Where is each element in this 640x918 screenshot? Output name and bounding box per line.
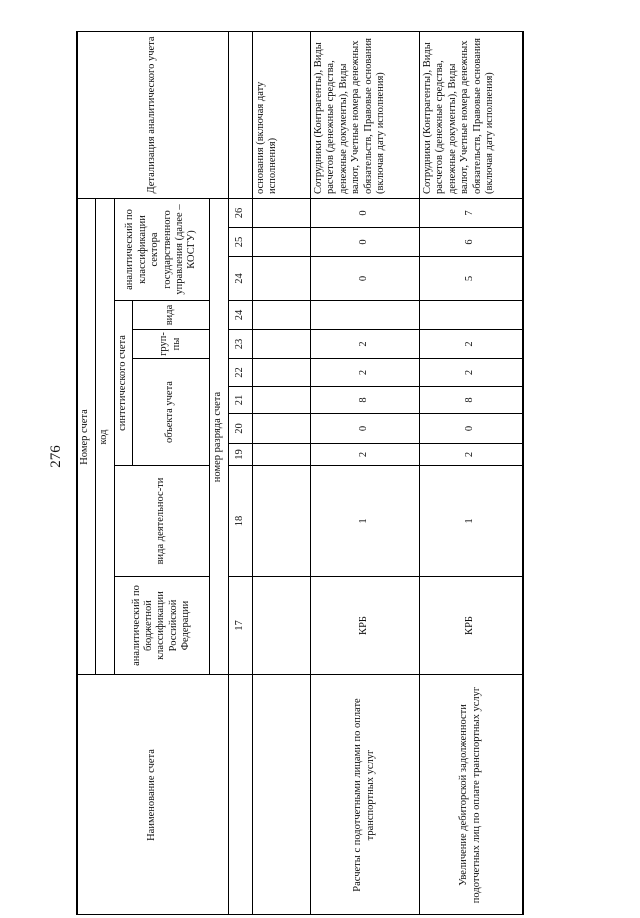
page-number — [41, 436, 71, 476]
header-budget-analytic: аналитический по бюджетной классификации Российской Федерации — [130, 585, 192, 666]
row-1-detail: Сотрудники (Контрагенты), Виды расчетов (денежные средства, денежные документы), Виды валют, Учетные номера денежных обязательств, Правовые основания (включая дату исполнения) — [313, 38, 386, 194]
table-border-bottom — [522, 31, 524, 915]
row-2-code-22: 2 — [464, 369, 476, 376]
header-account-name: Наименование счета — [145, 749, 157, 841]
header-account-number: Номер счета — [79, 409, 91, 465]
row-2-name: Увеличение дебиторской задолженности подотчетных лиц по оплате транспортных услуг — [458, 686, 482, 904]
header-activity-type: вида деятельнос-ти — [155, 477, 167, 565]
row-2-code-21: 8 — [464, 397, 476, 403]
row-2-code-23: 2 — [464, 341, 476, 347]
header-kosgu: аналитический по классификации сектора государственного управления (далее – КОСГУ) — [124, 204, 198, 295]
row-2-code-25: 6 — [464, 239, 476, 245]
digit-24: 24 — [233, 273, 245, 284]
row-2-detail: Сотрудники (Контрагенты), Виды расчетов (денежные средства, денежные документы), Виды валют, Учетные номера денежных обязательств, Правовые основания (включая дату исполнения) — [422, 38, 495, 194]
row-2-code-26: 7 — [464, 210, 476, 216]
page-number-text: 276 — [47, 444, 64, 468]
digit-22: 22 — [233, 367, 245, 378]
header-kinds: вида — [164, 304, 176, 326]
row-1-code-21: 8 — [358, 397, 370, 403]
row-2-code-24: 5 — [464, 275, 476, 282]
digit-18: 18 — [233, 515, 245, 527]
row-1-code-26: 0 — [358, 210, 370, 216]
row-0-detail: основания (включая дату исполнения) — [255, 81, 279, 194]
digit-25: 25 — [233, 236, 245, 248]
header-detailing: Детализация аналитического учета — [145, 36, 157, 194]
row-1-code-19: 2 — [358, 451, 370, 458]
row-1-code-18: 1 — [358, 518, 370, 524]
row-1-name: Расчеты с подотчетными лицами по оплате транспортных услуг — [352, 698, 376, 892]
vline-23b — [228, 300, 524, 301]
row-1-code-17: КРБ — [358, 616, 370, 635]
row-1-code-20: 0 — [358, 425, 370, 432]
header-code: код — [98, 429, 110, 445]
digit-21: 21 — [233, 394, 245, 406]
digit-20: 20 — [233, 423, 245, 434]
row-2-code-17: КРБ — [464, 616, 476, 635]
header-digit-number: номер разряда счета — [212, 391, 224, 483]
row-2-code-19: 2 — [464, 451, 476, 458]
header-synthetic: синтетического счета — [116, 335, 128, 431]
digit-17: 17 — [233, 620, 245, 631]
digit-19: 19 — [233, 449, 245, 460]
header-groups: груп-пы — [158, 332, 182, 356]
row-1-code-25: 0 — [358, 239, 370, 245]
header-accounting-object: объекта учета — [164, 381, 176, 443]
row-1-code-24: 0 — [358, 275, 370, 282]
row-1-code-22: 2 — [358, 369, 370, 376]
row-2-code-18: 1 — [464, 518, 476, 524]
row-2-code-20: 0 — [464, 425, 476, 432]
accounts-table — [76, 31, 524, 915]
digit-23: 23 — [233, 338, 245, 350]
digit-26: 26 — [233, 207, 245, 219]
digit-23-kinds: 24 — [233, 309, 245, 321]
row-1-code-23: 2 — [358, 341, 370, 347]
